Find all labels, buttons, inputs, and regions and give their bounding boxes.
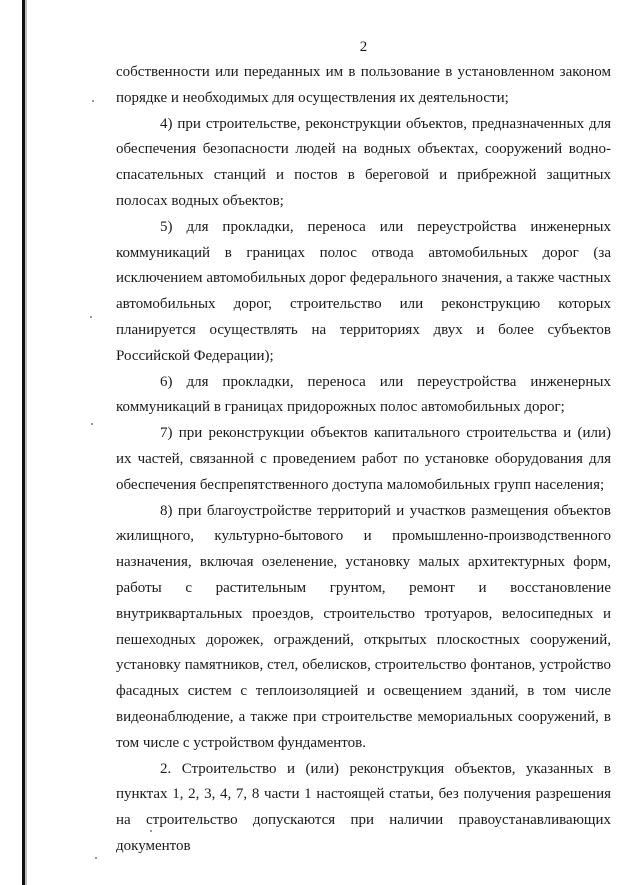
scan-binding-edge [22,0,25,885]
paragraph-item-7: 7) при реконструкции объектов капитального строительства и (или) их частей, связанной с проведением работ по установке оборудования для обеспечения беспрепятственного доступа маломобильных групп населения; [116,425,611,493]
paragraph-item-5: 5) для прокладки, переноса или переустройства инженерных коммуникаций в границах полос отвода автомобильных дорог (за исключением автомобильных дорог федерального значения, а также частных автомобильных дорог, строительство или реконструкцию которых планируется осуществлять на территориях двух и более субъектов Российской Федерации); [116,218,611,364]
scan-speck [91,423,93,425]
paragraph-item-4: 4) при строительстве, реконструкции объектов, предназначенных для обеспечения безопасности людей на водных объектах, сооружений водно-спасательных станций и постов в береговой и прибрежной защитных полосах водных объектов; [116,115,611,209]
scan-speck [95,857,97,859]
paragraph-item-8: 8) при благоустройстве территорий и участков размещения объектов жилищного, культурно-бытового и промышленно-производственного назначения, включая озеленение, установку малых архитектурных форм, работы с растительным грунтом, ремонт и восстановление внутриквартальных проездов, строительство тротуаров, велосипедных и пешеходных дорожек, ограждений, открытых плоскостных сооружений, установку памятников, стел, обелисков, строительство фонтанов, устройство фасадных систем с теплоизоляцией и освещением зданий, в том числе видеонаблюдение, а также при строительстве мемориальных сооружений, в том числе с устройством фундаментов. [116,502,611,751]
paragraph-part-2: 2. Строительство и (или) реконструкция объектов, указанных в пунктах 1, 2, 3, 4, 7, 8 части 1 настоящей статьи, без получения разрешения на строительство допускаются при наличии правоустанавливающих документов [116,760,611,854]
paragraph-continuation: собственности или переданных им в пользование в установленном законом порядке и необходимых для осуществления их деятельности; [116,64,611,106]
document-page [116,38,611,860]
scan-speck [92,100,94,102]
paragraph-item-6: 6) для прокладки, переноса или переустройства инженерных коммуникаций в границах придорожных полос автомобильных дорог; [116,373,611,416]
scan-speck [90,316,92,318]
page-number: 2 [359,39,368,55]
